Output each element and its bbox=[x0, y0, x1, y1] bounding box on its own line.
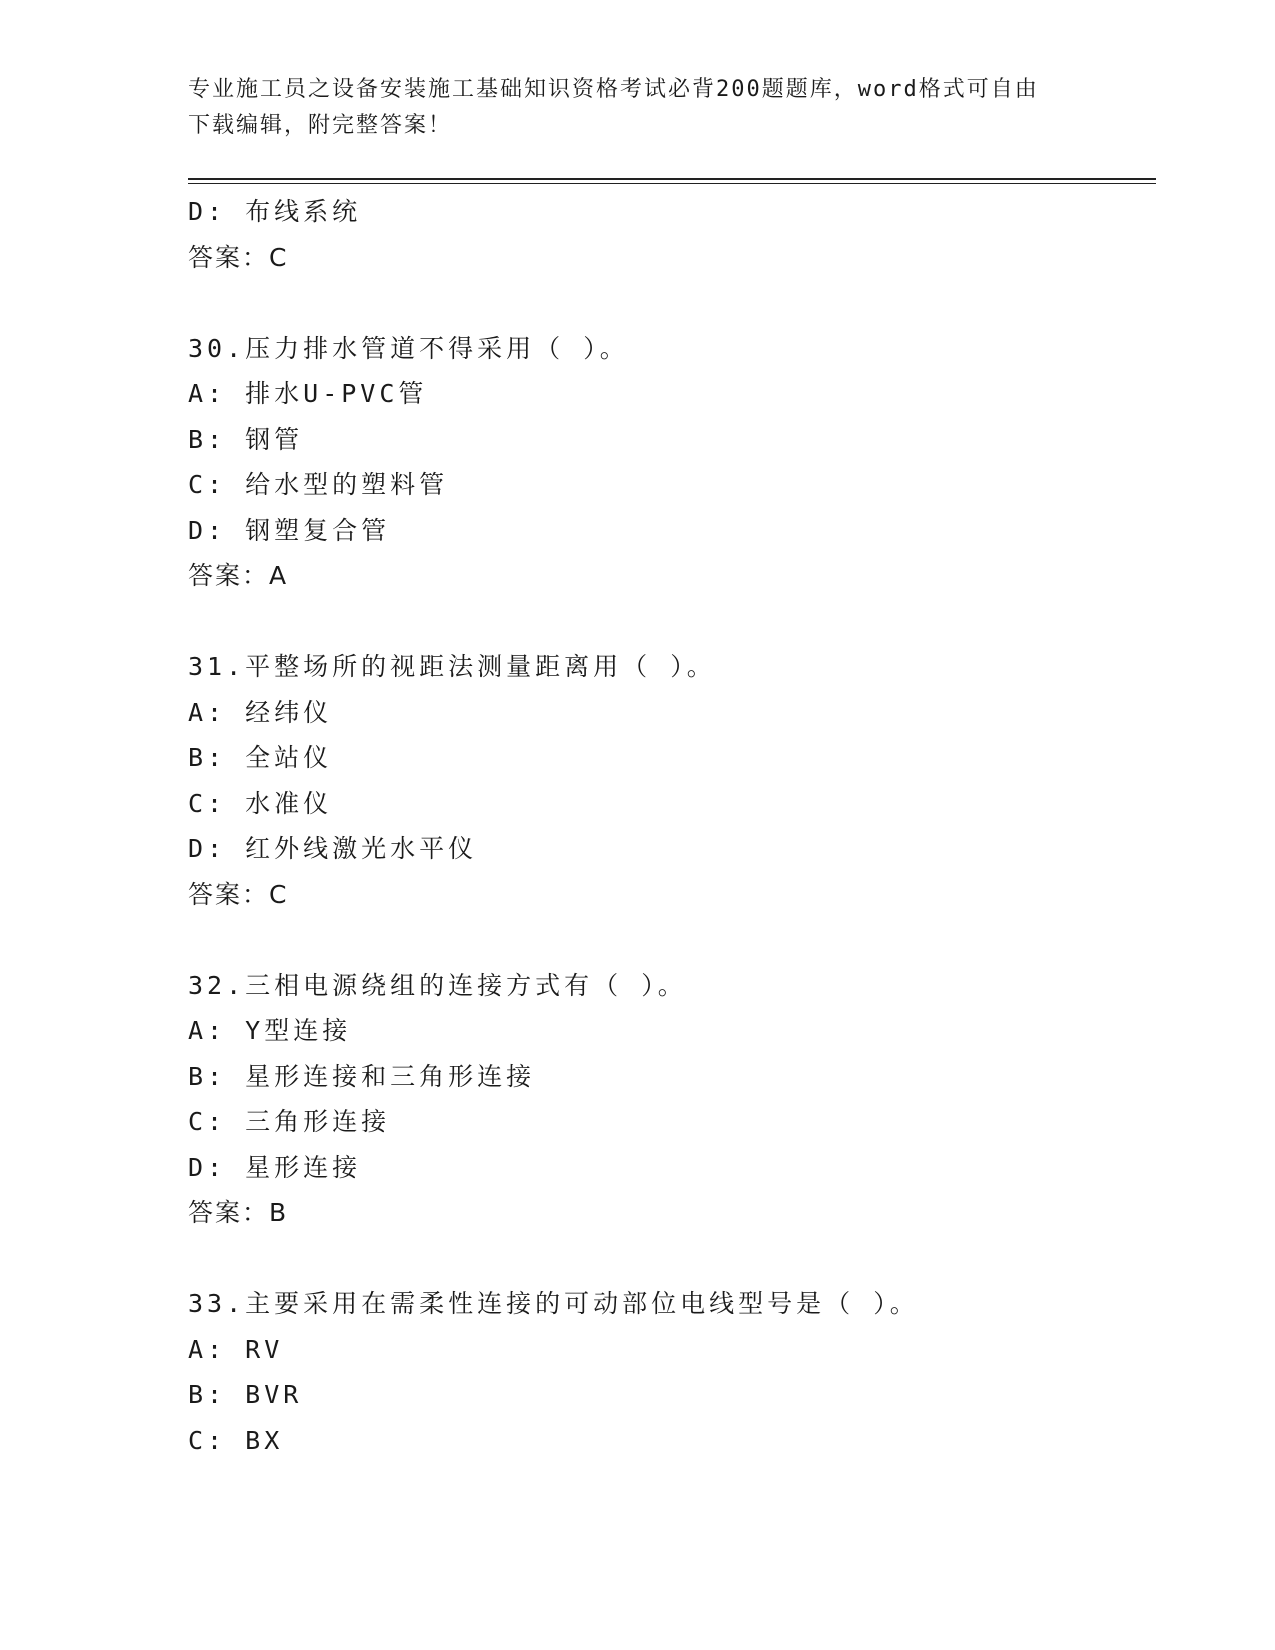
document-header bbox=[188, 72, 1068, 144]
spacer bbox=[188, 1236, 1156, 1282]
option-d: D: 星形连接 bbox=[188, 1152, 362, 1182]
question-stem: 31.平整场所的视距法测量距离用（ ）。 bbox=[188, 652, 716, 681]
option-c: C: 给水型的塑料管 bbox=[188, 470, 449, 499]
answer-line: 答案：A bbox=[188, 561, 289, 590]
answer-line: 答案：C bbox=[188, 242, 289, 272]
answer-line: 答案：B bbox=[188, 1198, 289, 1227]
question-stem: 33.主要采用在需柔性连接的可动部位电线型号是（ ）。 bbox=[188, 1289, 919, 1318]
header-divider-thin bbox=[188, 183, 1156, 184]
question-list bbox=[188, 189, 1156, 1463]
option-a: A: RV bbox=[188, 1334, 284, 1364]
spacer bbox=[188, 280, 1156, 326]
option-d: D: 布线系统 bbox=[188, 197, 362, 226]
option-b: B: BVR bbox=[188, 1380, 303, 1409]
option-d: D: 红外线激光水平仪 bbox=[188, 834, 478, 863]
option-d: D: 钢塑复合管 bbox=[188, 515, 391, 545]
question-stem: 32.三相电源绕组的连接方式有（ ）。 bbox=[188, 970, 687, 1000]
option-b: B: 钢管 bbox=[188, 424, 304, 454]
answer-line: 答案：C bbox=[188, 879, 289, 909]
option-c: C: BX bbox=[188, 1425, 284, 1455]
question-30 bbox=[188, 326, 1156, 645]
spacer bbox=[188, 599, 1156, 645]
question-33 bbox=[188, 1281, 1156, 1463]
option-a: A: 排水U-PVC管 bbox=[188, 379, 428, 408]
option-a: A: 经纬仪 bbox=[188, 697, 333, 727]
spacer bbox=[188, 917, 1156, 963]
option-a: A: Y型连接 bbox=[188, 1016, 352, 1045]
option-b: B: 全站仪 bbox=[188, 743, 333, 772]
question-stem: 30.压力排水管道不得采用（ ）。 bbox=[188, 333, 629, 363]
option-b: B: 星形连接和三角形连接 bbox=[188, 1061, 536, 1091]
question-31 bbox=[188, 644, 1156, 963]
header-line-2: 下载编辑，附完整答案！ bbox=[188, 113, 453, 138]
header-line-1: 专业施工员之设备安装施工基础知识资格考试必背200题题库，word格式可自由 bbox=[188, 77, 1039, 102]
option-c: C: 水准仪 bbox=[188, 788, 333, 818]
option-c: C: 三角形连接 bbox=[188, 1107, 391, 1136]
question-32 bbox=[188, 963, 1156, 1282]
header-divider-thick bbox=[188, 178, 1156, 180]
